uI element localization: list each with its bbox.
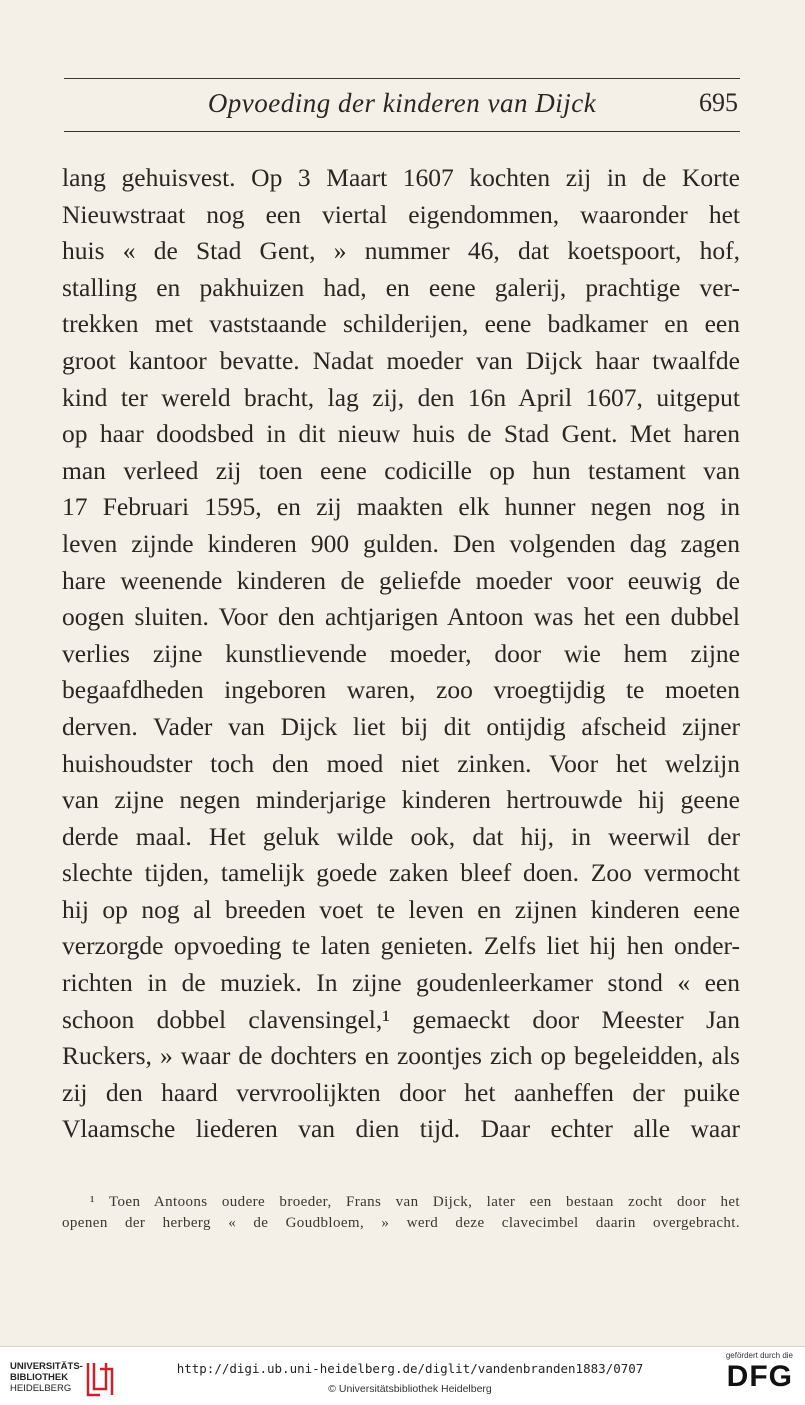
body-line: kind ter wereld bracht, lag zij, den 16n April 1607, uitgeput (62, 382, 740, 412)
body-line: Vlaamsche liederen van dien tijd. Daar echter alle waar (62, 1114, 740, 1144)
page-number: 695 (699, 88, 738, 117)
body-line: trekken met vaststaande schilderijen, eene badkamer en een (62, 309, 740, 339)
body-line: hij op nog al breeden voet te leven en zijnen kinderen eene (62, 894, 740, 924)
body-line: verlies zijne kunstlievende moeder, door wie hem zijne (62, 638, 740, 668)
body-line: 17 Februari 1595, en zij maakten elk hunner negen nog in (62, 492, 740, 522)
body-line: man verleed zij toen eene codicille op hun testament van (62, 455, 740, 485)
body-line: lang gehuisvest. Op 3 Maart 1607 kochten zij in de Korte (62, 163, 740, 192)
running-head (64, 86, 740, 126)
body-line: Nieuwstraat nog een viertal eigendommen, waaronder het (62, 199, 740, 229)
footnote (62, 1192, 740, 1234)
body-line: derde maal. Het geluk wilde ook, dat hij, in weerwil der (62, 821, 740, 851)
footnote-line: ¹ Toen Antoons oudere broeder, Frans van Dijck, later een bestaan zocht door het (90, 1194, 740, 1210)
copyright-notice: © Universitätsbibliothek Heidelberg (328, 1383, 492, 1395)
body-line: Ruckers, » waar de dochters en zoontjes zich op begeleidden, als (62, 1041, 740, 1071)
body-line: op haar doodsbed in dit nieuw huis de Stad Gent. Met haren (62, 419, 740, 449)
library-name: UNIVERSITÄTS- BIBLIOTHEK HEIDELBERG (10, 1361, 83, 1394)
header-rule-top (64, 78, 740, 79)
body-line: van zijne negen minderjarige kinderen hertrouwde hij geene (62, 785, 740, 815)
body-line: zij den haard vervroolijkten door het aanheffen der puike (62, 1077, 740, 1107)
body-text (62, 160, 740, 1148)
library-logo[interactable] (10, 1359, 160, 1399)
library-emblem-icon (80, 1359, 120, 1399)
body-line: slechte tijden, tamelijk goede zaken bleef doen. Zoo vermocht (62, 858, 740, 888)
dfg-logo[interactable] (709, 1351, 793, 1401)
body-line: huishoudster toch den moed niet zinken. Voor het welzijn (62, 748, 740, 778)
body-line: derven. Vader van Dijck liet bij dit ontijdig afscheid zijner (62, 711, 740, 741)
permalink-url[interactable]: http://digi.ub.uni-heidelberg.de/diglit/vandenbranden1883/0707 (176, 1361, 644, 1376)
body-line: huis « de Stad Gent, » nummer 46, dat koetspoort, hof, (62, 236, 740, 266)
body-line: verzorgde opvoeding te laten genieten. Zelfs liet hij hen onder- (62, 931, 740, 961)
body-line: leven zijnde kinderen 900 gulden. Den volgenden dag zagen (62, 528, 740, 558)
viewer-footer (0, 1346, 805, 1405)
header-rule-bottom (64, 131, 740, 132)
body-line: hare weenende kinderen de geliefde moeder voor eeuwig de (62, 565, 740, 595)
body-line: richten in de muziek. In zijne goudenleerkamer stond « een (62, 968, 740, 998)
running-head-title: Opvoeding der kinderen van Dijck (207, 88, 597, 118)
body-line: begaafdheden ingeboren waren, zoo vroegtijdig te moeten (62, 675, 740, 705)
body-line: groot kantoor bevatte. Nadat moeder van Dijck haar twaalfde (62, 345, 740, 375)
funder-note: gefördert durch die (725, 1351, 793, 1360)
dfg-wordmark: DFG (726, 1360, 793, 1393)
footnote-line: openen der herberg « de Goudbloem, » werd deze clavecimbel daarin overgebracht. (62, 1215, 740, 1231)
body-line: oogen sluiten. Voor den achtjarigen Antoon was het een dubbel (62, 602, 740, 632)
body-line: schoon dobbel clavensingel,¹ gemaeckt door Meester Jan (62, 1004, 740, 1034)
body-line: stalling en pakhuizen had, en eene galerij, prachtige ver- (62, 272, 740, 302)
